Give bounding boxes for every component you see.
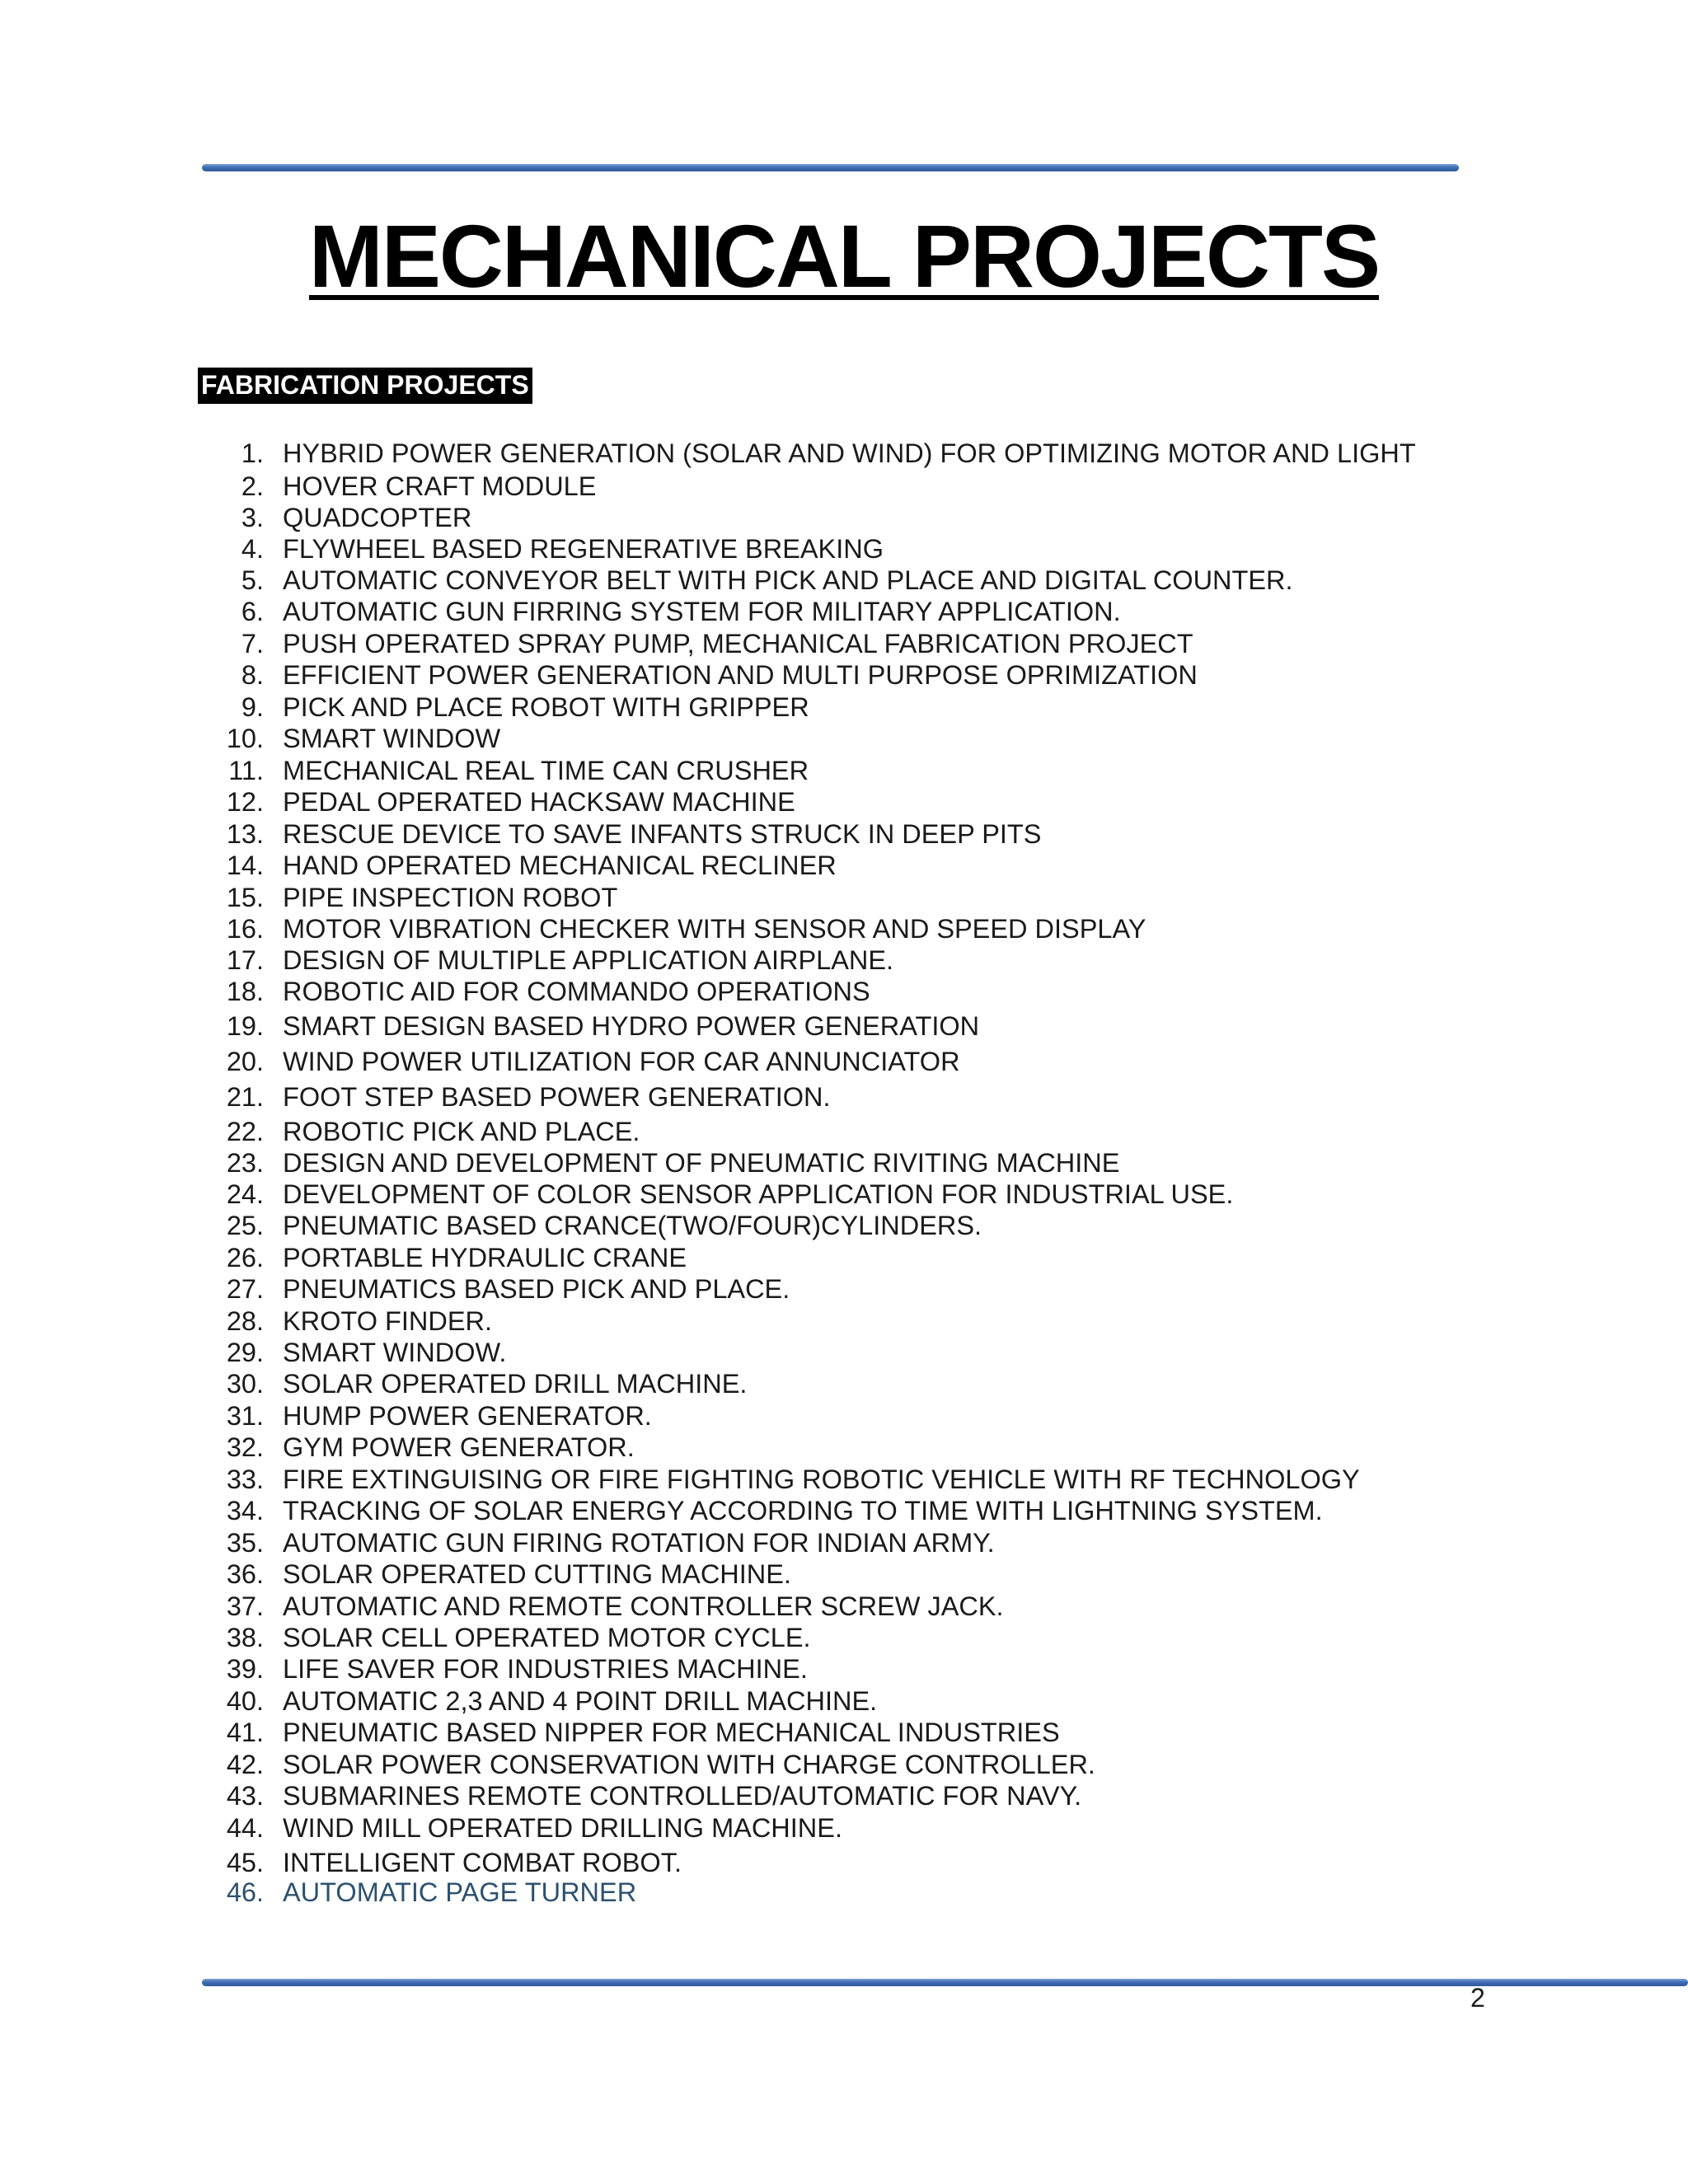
top-divider [202,164,1459,171]
list-item-number: 16. [226,914,264,944]
list-item-text: DEVELOPMENT OF COLOR SENSOR APPLICATION FOR INDUSTRIAL USE. [283,1179,1234,1209]
list-item-number: 39. [226,1654,264,1684]
list-item-number: 42. [226,1750,264,1779]
list-item-number: 3. [241,503,264,532]
list-item-number: 26. [226,1243,264,1272]
list-item-number: 44. [226,1813,264,1843]
list-item-text: SMART DESIGN BASED HYDRO POWER GENERATION [283,1011,980,1041]
list-item-text: MOTOR VIBRATION CHECKER WITH SENSOR AND SPEED DISPLAY [283,914,1146,944]
list-item-number: 12. [226,787,264,817]
list-item-number: 14. [226,851,264,880]
list-item-text: ROBOTIC PICK AND PLACE. [283,1117,640,1146]
list-item-number: 21. [226,1082,264,1112]
list-item-number: 19. [226,1011,264,1041]
list-item-text: AUTOMATIC 2,3 AND 4 POINT DRILL MACHINE. [283,1686,878,1716]
list-item-number: 37. [226,1591,264,1621]
list-item-number: 22. [226,1117,264,1146]
list-item-text: PORTABLE HYDRAULIC CRANE [283,1243,687,1272]
list-item-text: KROTO FINDER. [283,1306,493,1336]
list-item-text: HOVER CRAFT MODULE [283,471,597,501]
list-item-number: 40. [226,1686,264,1716]
list-item-number: 15. [226,883,264,912]
list-item-number: 5. [241,565,264,595]
list-item-text: FOOT STEP BASED POWER GENERATION. [283,1082,831,1112]
list-item-text: INTELLIGENT COMBAT ROBOT. [283,1848,682,1877]
list-item-text: DESIGN AND DEVELOPMENT OF PNEUMATIC RIVITING MACHINE [283,1148,1120,1178]
list-item-text: HYBRID POWER GENERATION (SOLAR AND WIND) FOR OPTIMIZING MOTOR AND LIGHT [283,438,1416,468]
list-item-text: SOLAR CELL OPERATED MOTOR CYCLE. [283,1623,811,1652]
list-item-number: 38. [226,1623,264,1652]
list-item-text: WIND POWER UTILIZATION FOR CAR ANNUNCIATOR [283,1047,960,1076]
list-item-text: PUSH OPERATED SPRAY PUMP, MECHANICAL FABRICATION PROJECT [283,629,1193,658]
list-item-number: 10. [226,724,264,753]
list-item-text: AUTOMATIC CONVEYOR BELT WITH PICK AND PLACE AND DIGITAL COUNTER. [283,565,1293,595]
list-item-text: GYM POWER GENERATOR. [283,1432,635,1462]
list-item-text: HUMP POWER GENERATOR. [283,1401,652,1431]
list-item-number: 18. [226,977,264,1006]
list-item-number: 36. [226,1559,264,1589]
list-item-number: 33. [226,1465,264,1494]
list-item-text: PEDAL OPERATED HACKSAW MACHINE [283,787,795,817]
list-item-text: SUBMARINES REMOTE CONTROLLED/AUTOMATIC FOR NAVY. [283,1781,1082,1811]
list-item-number: 1. [241,438,264,468]
list-item-number: 23. [226,1148,264,1178]
list-item-text: SOLAR OPERATED DRILL MACHINE. [283,1369,748,1399]
list-item-number: 4. [241,534,264,564]
list-item-text: DESIGN OF MULTIPLE APPLICATION AIRPLANE. [283,945,894,975]
list-item-text: HAND OPERATED MECHANICAL RECLINER [283,851,837,880]
list-item-text: PIPE INSPECTION ROBOT [283,883,618,912]
list-item-text: MECHANICAL REAL TIME CAN CRUSHER [283,756,809,785]
list-item-number: 27. [226,1274,264,1304]
list-item-text: AUTOMATIC AND REMOTE CONTROLLER SCREW JACK. [283,1591,1004,1621]
bottom-divider [202,1979,1688,1986]
page-number: 2 [1470,1983,1485,2013]
list-item-number: 30. [226,1369,264,1399]
list-item-number: 28. [226,1306,264,1336]
list-item-text: QUADCOPTER [283,503,472,532]
list-item-number: 45. [226,1848,264,1877]
list-item-text: WIND MILL OPERATED DRILLING MACHINE. [283,1813,842,1843]
list-item-number: 43. [226,1781,264,1811]
list-item-number: 8. [241,660,264,690]
list-item-number: 17. [226,945,264,975]
list-item-text: AUTOMATIC GUN FIRRING SYSTEM FOR MILITARY APPLICATION. [283,597,1121,626]
list-item-number: 20. [226,1047,264,1076]
list-item-number: 29. [226,1338,264,1367]
list-item-number: 46. [226,1877,264,1907]
list-item-number: 2. [241,471,264,501]
list-item-number: 11. [228,756,264,785]
list-item-text: PNEUMATIC BASED NIPPER FOR MECHANICAL INDUSTRIES [283,1718,1060,1747]
list-item-number: 9. [241,692,264,722]
list-item-number: 31. [226,1401,264,1431]
list-item-text: PICK AND PLACE ROBOT WITH GRIPPER [283,692,809,722]
list-item-text: SMART WINDOW. [283,1338,507,1367]
list-item-text: PNEUMATIC BASED CRANCE(TWO/FOUR)CYLINDERS. [283,1211,982,1240]
list-item-text: SMART WINDOW [283,724,501,753]
list-item-number: 41. [226,1718,264,1747]
list-item-number: 13. [226,819,264,849]
list-item-number: 34. [226,1496,264,1526]
list-item-text: LIFE SAVER FOR INDUSTRIES MACHINE. [283,1654,808,1684]
list-item-number: 7. [241,629,264,658]
list-item-text: SOLAR POWER CONSERVATION WITH CHARGE CONTROLLER. [283,1750,1095,1779]
list-item-text: RESCUE DEVICE TO SAVE INFANTS STRUCK IN DEEP PITS [283,819,1042,849]
list-item-text: ROBOTIC AID FOR COMMANDO OPERATIONS [283,977,870,1006]
list-item-text: EFFICIENT POWER GENERATION AND MULTI PURPOSE OPRIMIZATION [283,660,1198,690]
list-item-text: SOLAR OPERATED CUTTING MACHINE. [283,1559,791,1589]
list-item-text: FIRE EXTINGUISING OR FIRE FIGHTING ROBOTIC VEHICLE WITH RF TECHNOLOGY [283,1465,1360,1494]
list-item-text: AUTOMATIC PAGE TURNER [283,1877,637,1907]
list-item-number: 25. [226,1211,264,1240]
list-item-number: 35. [226,1528,264,1558]
list-item-number: 32. [226,1432,264,1462]
list-item-text: AUTOMATIC GUN FIRING ROTATION FOR INDIAN ARMY. [283,1528,995,1558]
page-title: MECHANICAL PROJECTS [308,206,1380,306]
section-label: FABRICATION PROJECTS [198,368,532,404]
list-item-text: PNEUMATICS BASED PICK AND PLACE. [283,1274,790,1304]
list-item-text: FLYWHEEL BASED REGENERATIVE BREAKING [283,534,884,564]
list-item-number: 6. [241,597,264,626]
list-item-number: 24. [226,1179,264,1209]
list-item-text: TRACKING OF SOLAR ENERGY ACCORDING TO TIME WITH LIGHTNING SYSTEM. [283,1496,1323,1526]
